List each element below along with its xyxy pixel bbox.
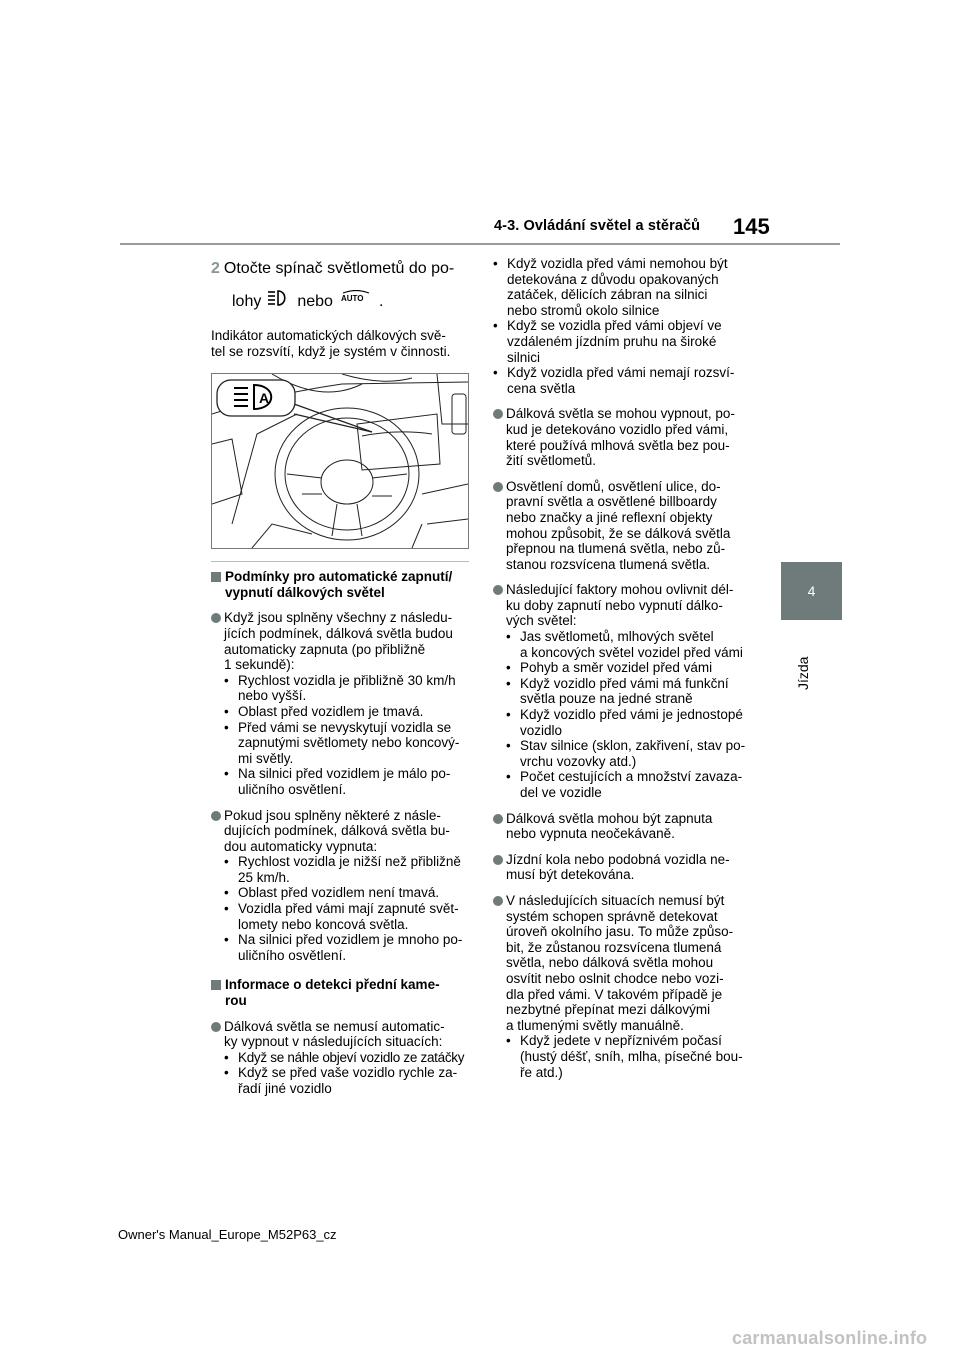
- auto-mode-icon: [339, 290, 373, 313]
- list-item: • Před vámi se nevyskytují vozidla se zapnutými světlomety nebo koncový- mi světly.: [224, 719, 460, 766]
- list-item: • Pohyb a směr vozidel před vámi: [506, 660, 713, 676]
- list-item: • Na silnici před vozidlem je mnoho po- uličního osvětlení.: [224, 932, 463, 963]
- list-item: • Když se vozidla před vámi objeví ve vzdáleném jízdním pruhu na široké silnici: [493, 318, 722, 365]
- step-text-a: lohy: [232, 292, 262, 310]
- chapter-label: Jízda: [795, 656, 811, 690]
- heading-camera-detection: Informace o detekci přední kame- rou: [211, 977, 469, 1008]
- bullet-bicycles: Jízdní kola nebo podobná vozidla ne- musí být detekována.: [493, 852, 755, 883]
- step-number: 2: [211, 260, 220, 277]
- list-item: • Počet cestujících a množství zavaza- del ve vozidle: [506, 769, 743, 800]
- round-bullet-icon: [493, 482, 503, 492]
- round-bullet-icon: [211, 1022, 221, 1032]
- list-item: • Když vozidlo před vámi je jednostopé vozidlo: [506, 707, 743, 738]
- list-item: • Když jedete v nepříznivém počasí (hustý déšť, sníh, mlha, písečné bou- ře atd.): [506, 1033, 743, 1080]
- bullet-turn-on-conditions: Když jsou splněny všechny z následu- jících podmínek, dálková světla budou automaticky zapnuta (po přibližně 1 sekundě): • Rychlost vozidla je přibližně 30 km/h nebo vyšší. • Oblast před vozidlem je tmavá. • Před vámi se nevyskytují vozidla se zapnutými světlomety nebo koncový- mi světly. • Na silnici před vozidlem je málo po- uličního osvětlení.: [211, 610, 469, 797]
- list-item: • Rychlost vozidla je nižší než přibližně 25 km/h.: [224, 854, 461, 885]
- bullet-turn-off-conditions: Pokud jsou splněny některé z násle- dujících podmínek, dálková světla bu- dou automaticky vypnuta: • Rychlost vozidla je nižší než přibližně 25 km/h. • Oblast před vozidlem není tmavá. • Vozidla před vámi mají zapnuté svět- lomety nebo koncová světla. • Na silnici před vozidlem je mnoho po- uličního osvětlení.: [211, 808, 469, 964]
- right-column: [493, 256, 755, 1080]
- step-text-c: .: [378, 292, 384, 310]
- bullet-unexpected: Dálková světla mohou být zapnuta nebo vypnuta neočekávaně.: [493, 811, 755, 842]
- header-rule: [120, 243, 840, 245]
- list-item: • Když vozidla před vámi nemohou být detekována z důvodu opakovaných zatáček, dělicích zábran na silnici nebo stromů okolo silnice: [493, 256, 728, 318]
- svg-text:A: A: [259, 390, 270, 407]
- auto-high-beam-icon: [267, 288, 291, 315]
- list-item: • Rychlost vozidla je přibližně 30 km/h nebo vyšší.: [224, 672, 456, 704]
- round-bullet-icon: [493, 409, 503, 419]
- list-item: • Oblast před vozidlem není tmavá.: [224, 885, 440, 901]
- round-bullet-icon: [493, 585, 503, 595]
- bullet-fog-lights: Dálková světla se mohou vypnout, po- kud je detekováno vozidlo před vámi, které používá mlhová světla bez pou- žití světlometů.: [493, 406, 755, 468]
- heading-rule: [211, 561, 469, 562]
- chapter-number: 4: [807, 583, 816, 599]
- watermark: carmanualsonline.info: [732, 1328, 928, 1348]
- square-bullet-icon: [211, 980, 221, 990]
- list-item: • Stav silnice (sklon, zakřivení, stav po- vrchu vozovky atd.): [506, 738, 746, 769]
- step-text: Otočte spínač světlometů do po-: [223, 260, 455, 277]
- list-item: • Když se před vaše vozidlo rychle za- řadí jiné vozidlo: [224, 1065, 458, 1096]
- round-bullet-icon: [493, 896, 503, 906]
- step-line-2: [211, 288, 469, 315]
- square-bullet-icon: [211, 572, 221, 582]
- round-bullet-icon: [493, 814, 503, 824]
- list-item: • Na silnici před vozidlem je málo po- uličního osvětlení.: [224, 766, 451, 797]
- bullet-reflective-objects: Osvětlení domů, osvětlení ulice, do- pravní světla a osvětlené billboardy nebo značky a jiné reflexní objekty mohou způsobit, že se dálková světla přepnou na tlumená světla, nebo zů- stanou rozsvícena tlumená světla.: [493, 479, 755, 573]
- round-bullet-icon: [493, 855, 503, 865]
- heading-auto-conditions: Podmínky pro automatické zapnutí/ vypnutí dálkových světel: [211, 569, 469, 600]
- bullet-brightness-detection: V následujících situacích nemusí být systém schopen správně detekovat úroveň okolního jasu. To může způso- bit, že zůstanou rozsvícena tlumená světla, nebo dálková světla mohou osvítit nebo oslnit chodce nebo vozi- dla před vámi. V takovém případě je nezbytné přepínat mezi dálkovými a tlumenými světly manuálně. • Když jedete v nepříznivém počasí (hustý déšť, sníh, mlha, písečné bou- ře atd.): [493, 893, 755, 1080]
- list-item: • Vozidla před vámi mají zapnuté svět- lomety nebo koncová světla.: [224, 901, 459, 932]
- section-title: 4-3. Ovládání světel a stěračů: [494, 218, 701, 234]
- page-number: 145: [733, 214, 770, 239]
- round-bullet-icon: [211, 613, 221, 623]
- list-item: • Jas světlometů, mlhových světel a koncových světel vozidel před vámi: [506, 629, 743, 660]
- bullet-timing-factors: Následující faktory mohou ovlivnit dél- ku doby zapnutí nebo vypnutí dálko- vých světel: • Jas světlometů, mlhových světel a koncových světel vozidel před vámi • Pohyb a směr vozidel před vámi • Když vozidlo před vámi má funkční světla pouze na jedné straně • Když vozidlo před vámi je jednostopé vozidlo • Stav silnice (sklon, zakřivení, stav po- vrchu vozovky atd.) • Počet cestujících a množství zavaza- del ve vozidle: [493, 582, 755, 800]
- step-text-b: nebo: [297, 292, 333, 310]
- list-item: • Když vozidlo před vámi má funkční světla pouze na jedné straně: [506, 675, 729, 707]
- step-2: [211, 258, 469, 280]
- chapter-tab: [781, 562, 842, 620]
- dashboard-illustration: [211, 373, 469, 549]
- intro-text: Indikátor automatických dálkových svě- tel se rozsvítí, když je systém v činnosti.: [211, 328, 451, 359]
- footer-manual-id: Owner's Manual_Europe_M52P63_cz: [118, 1227, 337, 1242]
- list-item: • Když vozidla před vámi nemají rozsví- cena světla: [493, 365, 735, 396]
- round-bullet-icon: [211, 811, 221, 821]
- bullet-may-not-turn-off: Dálková světla se nemusí automatic- ky vypnout v následujících situacích: • Když se náhle objeví vozidlo ze zatáčky • Když se před vaše vozidlo rychle za- řadí jiné vozidlo: [211, 1019, 469, 1097]
- left-column: [211, 258, 469, 1097]
- list-item: • Oblast před vozidlem je tmavá.: [224, 703, 424, 719]
- list-item: • Když se náhle objeví vozidlo ze zatáčky: [224, 1049, 465, 1065]
- svg-text:AUTO: AUTO: [340, 294, 364, 303]
